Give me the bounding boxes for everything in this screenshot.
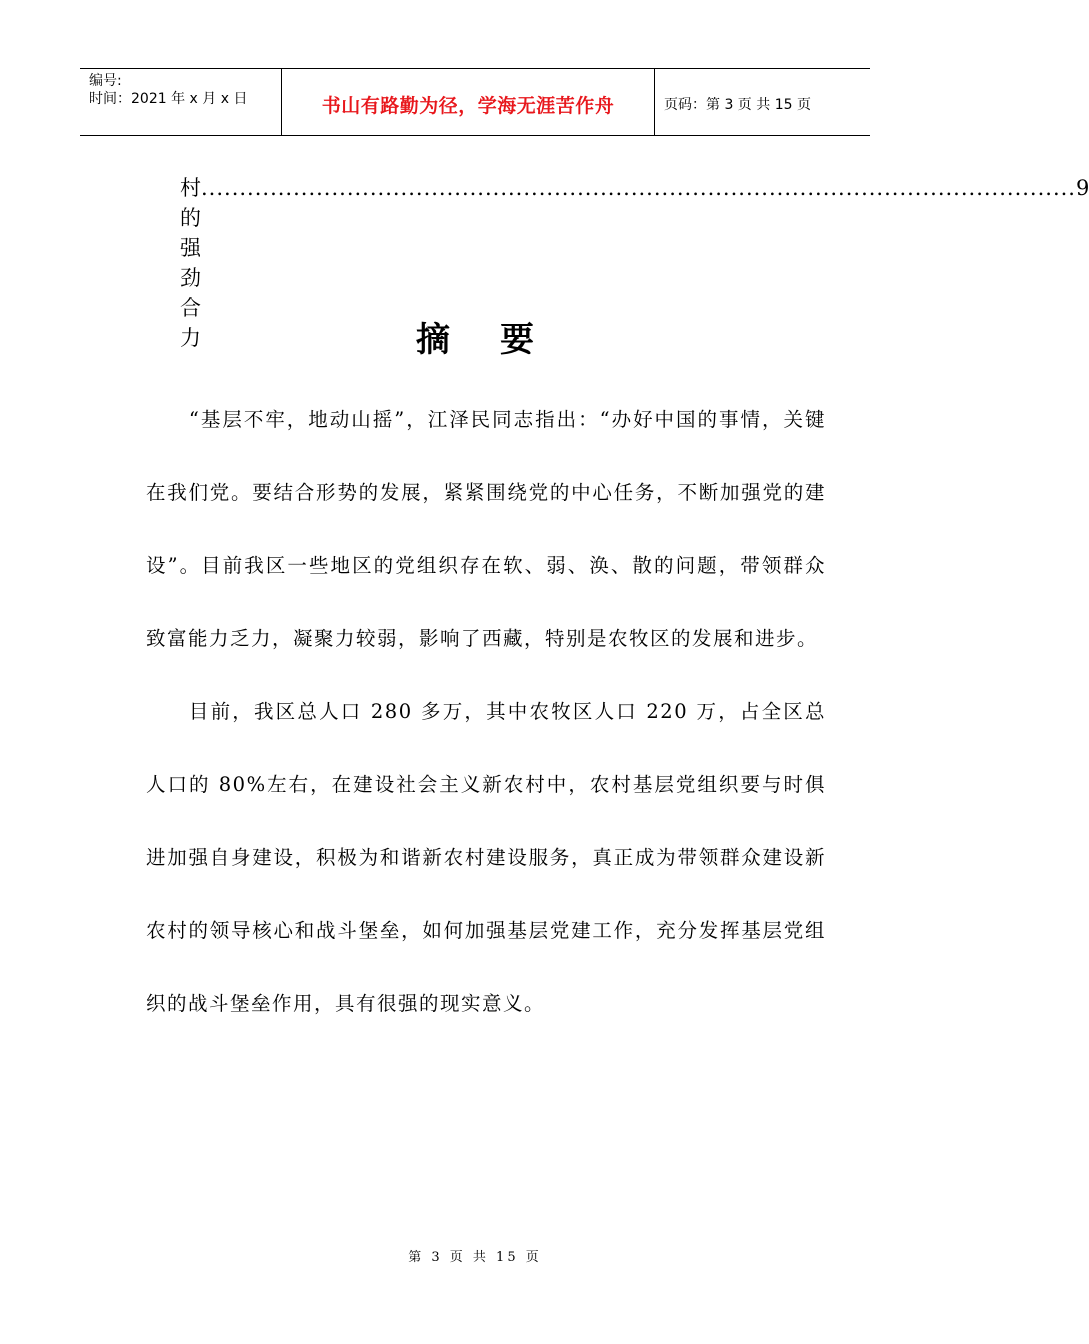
document-time-label: 时间：2021 年 x 月 x 日 bbox=[89, 91, 248, 107]
abstract-body bbox=[146, 383, 826, 1040]
toc-leader-dots: .................................................................................................................. bbox=[201, 176, 1076, 200]
abstract-title: 摘要 bbox=[416, 320, 584, 360]
abstract-paragraph: “基层不牢，地动山摇”，江泽民同志指出：“办好中国的事情，关键在我们党。要结合形势的发展，紧紧围绕党的中心任务，不断加强党的建设”。目前我区一些地区的党组织存在软、弱、涣、散的问题，带领群众致富能力乏力，凝聚力较弱，影响了西藏，特别是农牧区的发展和进步。 bbox=[146, 408, 826, 650]
toc-entry-page: 9 bbox=[1075, 176, 1089, 200]
header-page-info: 页码：第 3 页 共 15 页 bbox=[664, 97, 811, 113]
abstract-paragraph: 目前，我区总人口 280 多万，其中农牧区人口 220 万，占全区总人口的 80%左右，在建设社会主义新农村中，农村基层党组织要与时俱进加强自身建设，积极为和谐新农村建设服务，真正成为带领群众建设新农村的领导核心和战斗堡垒，如何加强基层党建工作，充分发挥基层党组织的战斗堡垒作用，具有很强的现实意义。 bbox=[146, 700, 826, 1015]
header-meta bbox=[80, 69, 282, 135]
toc-entry-text: 村的强劲合力 bbox=[180, 176, 201, 350]
page-footer: 第 3 页 共 15 页 bbox=[408, 1250, 542, 1265]
header-motto: 书山有路勤为径，学海无涯苦作舟 bbox=[282, 69, 655, 135]
page-header bbox=[80, 68, 870, 136]
document-number-label: 编号: bbox=[89, 73, 122, 89]
